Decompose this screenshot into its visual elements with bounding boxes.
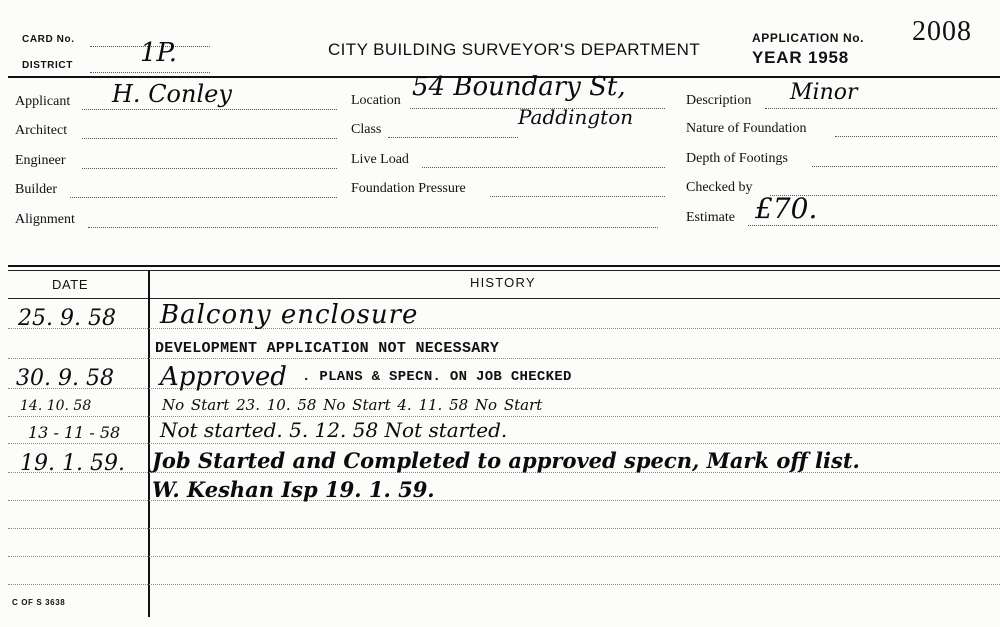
district-value: 1P. — [140, 38, 178, 68]
ruled-line — [8, 443, 1000, 444]
live-load-line — [422, 167, 665, 168]
engineer-label: Engineer — [15, 153, 66, 168]
ruled-line — [8, 388, 1000, 389]
history-header-rule — [8, 298, 1000, 299]
history-date: 13 - 11 - 58 — [28, 423, 121, 442]
checked-by-label: Checked by — [686, 180, 753, 195]
estimate-line — [748, 225, 997, 226]
foundation-pressure-line — [490, 196, 665, 197]
applicant-label: Applicant — [15, 94, 71, 109]
alignment-line — [88, 227, 658, 228]
year-label: YEAR 1958 — [752, 48, 849, 67]
foundation-pressure-label: Foundation Pressure — [351, 181, 466, 196]
history-date: 30. 9. 58 — [16, 366, 114, 391]
alignment-label: Alignment — [15, 212, 75, 227]
depth-footings-label: Depth of Footings — [686, 151, 788, 166]
history-text: Balcony enclosure — [160, 300, 419, 330]
history-top-rule — [8, 265, 1000, 267]
history-date: 14. 10. 58 — [20, 398, 92, 414]
class-line — [388, 137, 518, 138]
history-text: W. Keshan Isp 19. 1. 59. — [152, 477, 435, 502]
ruled-line — [8, 584, 1000, 585]
history-header: HISTORY — [470, 275, 536, 290]
ruled-line — [8, 556, 1000, 557]
nature-foundation-label: Nature of Foundation — [686, 121, 807, 136]
depth-footings-line — [812, 166, 997, 167]
history-text: No Start 23. 10. 58 No Start 4. 11. 58 No Start — [162, 396, 543, 414]
applicant-value: H. Conley — [112, 80, 232, 108]
architect-line — [82, 138, 337, 139]
form-code: C OF S 3638 — [12, 598, 66, 607]
history-text: Job Started and Completed to approved specn, Mark off list. — [152, 448, 860, 473]
engineer-line — [82, 168, 337, 169]
ruled-line — [8, 328, 1000, 329]
history-text-stamp: DEVELOPMENT APPLICATION NOT NECESSARY — [155, 340, 500, 357]
description-label: Description — [686, 93, 752, 108]
location-label: Location — [351, 93, 401, 108]
builder-line — [70, 197, 337, 198]
date-header: DATE — [52, 277, 89, 292]
history-text: Not started. 5. 12. 58 Not started. — [160, 418, 508, 442]
ruled-line — [8, 358, 1000, 359]
class-label: Class — [351, 122, 382, 137]
card-no-label: CARD No. — [22, 34, 75, 45]
builder-label: Builder — [15, 182, 57, 197]
nature-foundation-line — [835, 136, 997, 137]
ruled-line — [8, 416, 1000, 417]
location-value-suburb: Paddington — [518, 105, 634, 129]
history-text-stamp: . PLANS & SPECN. ON JOB CHECKED — [302, 369, 572, 385]
application-number: 2008 — [912, 16, 972, 47]
description-line — [765, 108, 997, 109]
history-date: 19. 1. 59. — [20, 451, 125, 476]
history-text-hand: Approved — [160, 362, 287, 392]
live-load-label: Live Load — [351, 152, 409, 167]
application-label: APPLICATION No. — [752, 31, 865, 45]
estimate-label: Estimate — [686, 210, 735, 225]
history-top-rule-2 — [8, 270, 1000, 271]
district-label: DISTRICT — [22, 60, 73, 71]
ruled-line — [8, 528, 1000, 529]
estimate-value: £70. — [755, 192, 818, 225]
location-value-street: 54 Boundary St, — [412, 72, 626, 102]
department-title: CITY BUILDING SURVEYOR'S DEPARTMENT — [328, 40, 701, 59]
applicant-line — [82, 109, 337, 110]
architect-label: Architect — [15, 123, 68, 138]
history-date: 25. 9. 58 — [18, 306, 116, 331]
district-line — [90, 72, 210, 73]
description-value: Minor — [790, 80, 858, 105]
